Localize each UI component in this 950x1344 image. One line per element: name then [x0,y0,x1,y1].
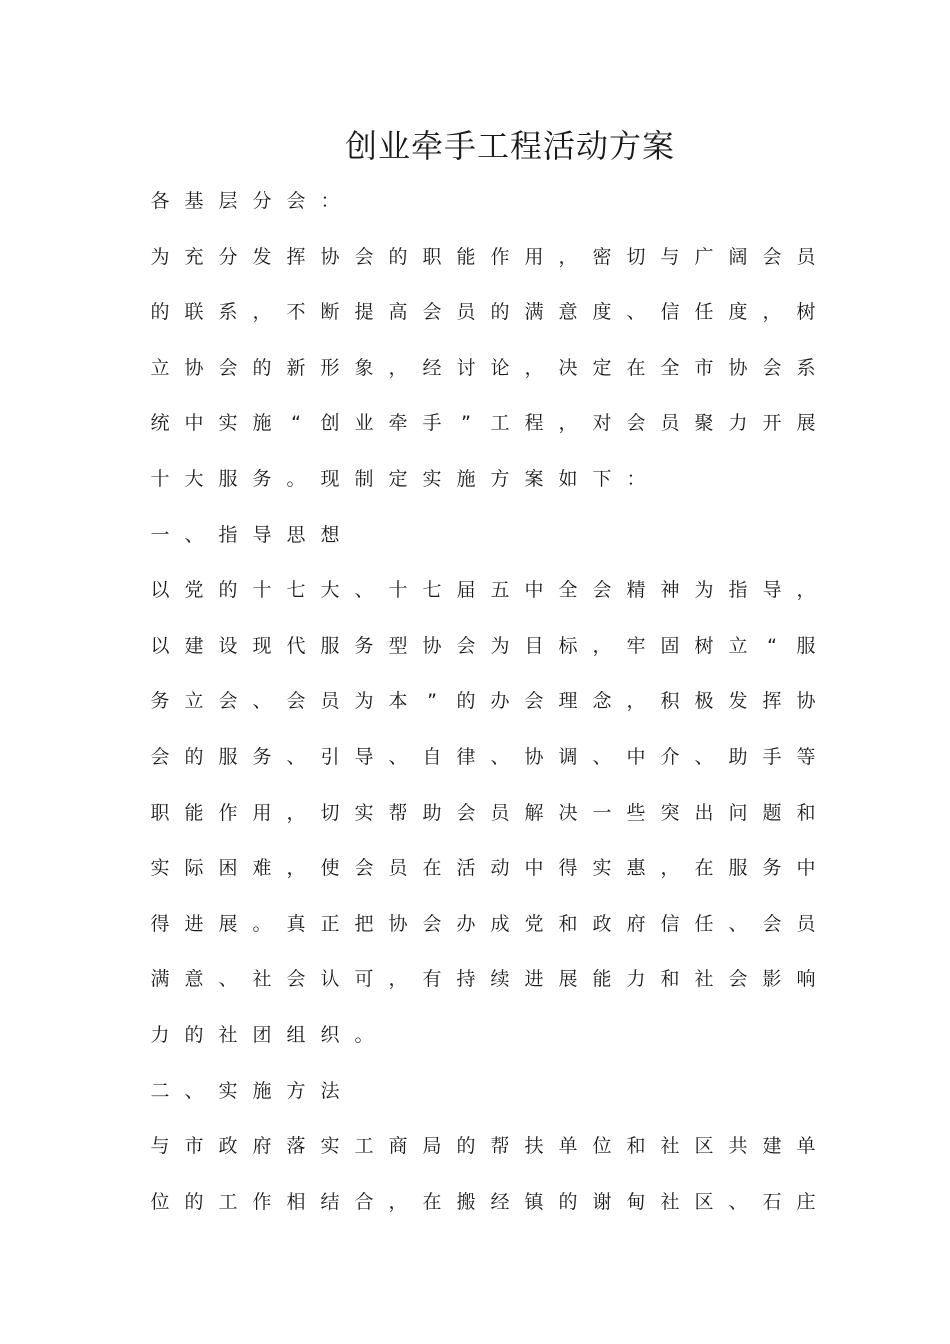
text-line: 实 际 困 难 ， 使 会 员 在 活 动 中 得 实 惠 ， 在 服 务 中 [150,857,816,880]
text-line: 位 的 工 作 相 结 合 ， 在 搬 经 镇 的 谢 甸 社 区 、 石 庄 [150,1190,816,1213]
document-body [143,174,823,1230]
text-line: 的 联 系 ， 不 断 提 高 会 员 的 满 意 度 、 信 任 度 ， 树 [150,301,816,324]
text-line: 职 能 作 用 ， 切 实 帮 助 会 员 解 决 一 些 突 出 问 题 和 [150,801,816,824]
text-line: 为 充 分 发 挥 协 会 的 职 能 作 用 ， 密 切 与 广 阔 会 员 [150,245,816,268]
text-line: 会 的 服 务 、 引 导 、 自 律 、 协 调 、 中 介 、 助 手 等 [150,745,816,768]
text-line: 与 市 政 府 落 实 工 商 局 的 帮 扶 单 位 和 社 区 共 建 单 [150,1135,816,1158]
text-line: 以 党 的 十 七 大 、 十 七 届 五 中 全 会 精 神 为 指 导 ， [150,579,816,602]
text-line: 十 大 服 务 。 现 制 定 实 施 方 案 如 下 ： [150,467,646,490]
text-line: 务 立 会 、 会 员 为 本 ” 的 办 会 理 念 ， 积 极 发 挥 协 [150,690,816,713]
section-heading: 一 、 指 导 思 想 [150,523,340,546]
text-line: 力 的 社 团 组 织 。 [150,1023,374,1046]
text-line: 立 协 会 的 新 形 象 ， 经 讨 论 ， 决 定 在 全 市 协 会 系 [150,356,816,379]
text-line: 各 基 层 分 会 ： [150,190,340,212]
document-title: 创业牵手工程活动方案 [344,127,675,165]
text-line: 得 进 展 。 真 正 把 协 会 办 成 党 和 政 府 信 任 、 会 员 [150,912,816,935]
text-line: 统 中 实 施 “ 创 业 牵 手 ” 工 程 ， 对 会 员 聚 力 开 展 [150,412,816,435]
section-heading: 二 、 实 施 方 法 [150,1079,340,1102]
text-line: 满 意 、 社 会 认 可 ， 有 持 续 进 展 能 力 和 社 会 影 响 [150,968,816,991]
text-line: 以 建 设 现 代 服 务 型 协 会 为 目 标 ， 牢 固 树 立 “ 服 [150,634,816,657]
